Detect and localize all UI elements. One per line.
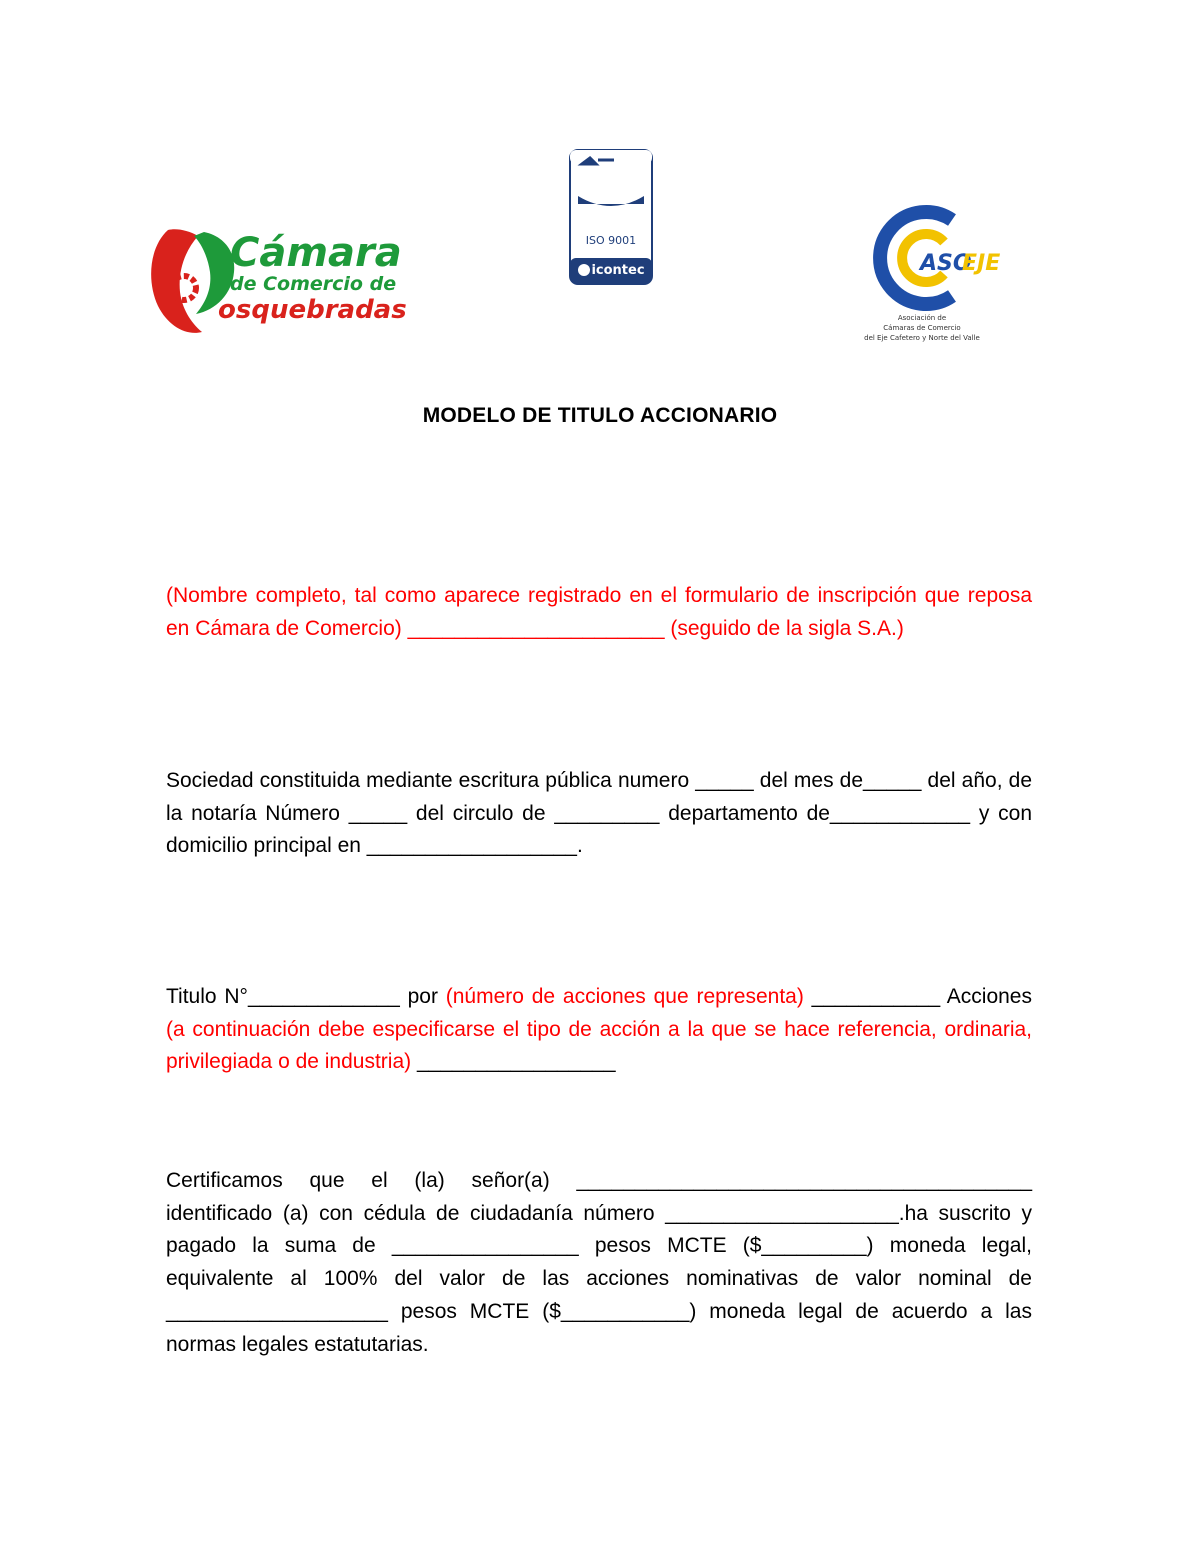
share-type-blank: _________________	[416, 1050, 616, 1074]
paragraph-title-number	[166, 981, 1032, 1079]
paragraph-incorporation	[166, 765, 1032, 863]
instruction-share-type: (a continuación debe especificarse el tipo de acción a la que se hace referencia, ordinaria, privilegiada o de industria)	[166, 1017, 1032, 1074]
document-title: MODELO DE TITULO ACCIONARIO	[422, 404, 778, 427]
shares-blank-text: ___________ Acciones	[811, 985, 1032, 1008]
certification-text: Certificamos que el (la) señor(a) _______________________________________ identificado (a) con cédula de ciudadanía número ____________________.ha suscrito y pagado la suma de ________________ pesos MCTE ($_________) moneda legal, equivalente al 100% del valor de las acciones nominativas de valor nominal de ___________________ pesos MCTE ($___________) moneda legal de acuerdo a las normas legales estatutarias.	[166, 1169, 1032, 1356]
camara-comercio-logo	[146, 222, 408, 340]
asoeje-caption-line1: Asociación de	[897, 314, 947, 322]
title-number-text: Titulo N°_____________ por	[166, 985, 446, 1008]
asoeje-caption-line2: Cámaras de Comercio	[883, 324, 961, 332]
camara-logo-line2: de Comercio de	[230, 273, 397, 295]
paragraph-certification	[166, 1165, 1032, 1361]
asoeje-name-b: EJE	[962, 251, 1001, 276]
incorporation-text: Sociedad constituida mediante escritura pública numero _____ del mes de_____ del año, de la notaría Número _____ del circulo de _________ departamento de____________ y con domicilio principal en __________________.	[166, 769, 1032, 858]
iso-9001-icontec-seal	[568, 148, 654, 286]
iso-standard-label: ISO 9001	[585, 234, 637, 247]
asoeje-caption-line3: del Eje Cafetero y Norte del Valle	[864, 334, 980, 342]
asoeje-logo	[848, 208, 1001, 348]
asoeje-name-a: ASO	[920, 251, 972, 276]
camara-logo-line3: osquebradas	[218, 295, 407, 325]
camara-logo-line1: Cámara	[230, 230, 402, 276]
instruction-shares-count: (número de acciones que representa)	[445, 985, 812, 1008]
icontec-brand-label: icontec	[591, 263, 645, 278]
icontec-icon	[578, 264, 590, 276]
paragraph-company-name	[166, 580, 1032, 645]
instruction-company-name: (Nombre completo, tal como aparece registrado en el formulario de inscripción que reposa en Cámara de Comercio) ______________________ (seguido de la sigla S.A.)	[166, 584, 1032, 640]
